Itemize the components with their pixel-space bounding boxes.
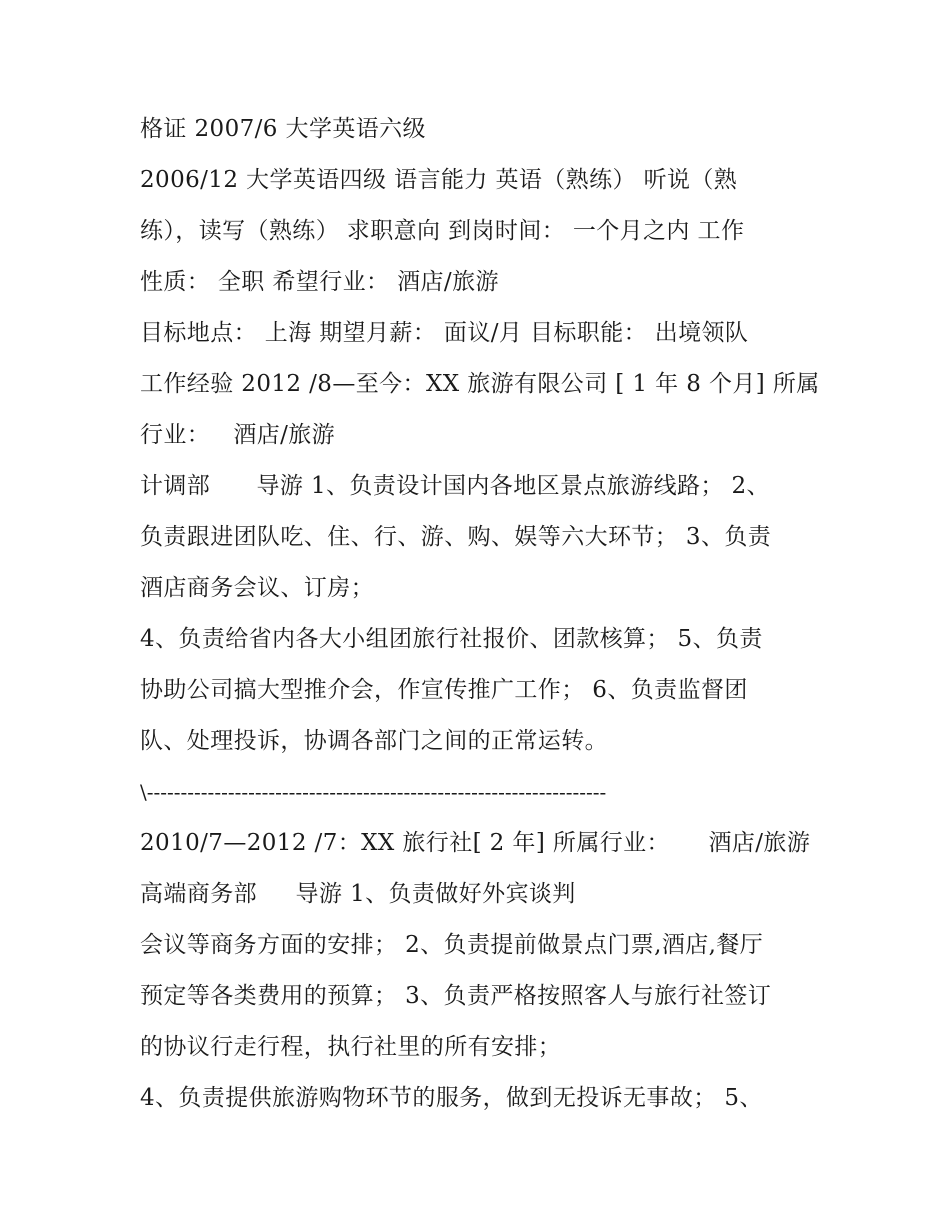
text-line-duty-6: 队、处理投诉，协调各部门之间的正常运转。 (140, 728, 608, 754)
text-line-department-2: 高端商务部 导游 1、负责做好外宾谈判 (140, 881, 576, 907)
text-line-duty-4: 4、负责给省内各大小组团旅行社报价、团款核算； 5、负责 (140, 626, 763, 652)
text-line-work-experience-1: 工作经验 2012 /8—至今：XX 旅游有限公司 [ 1 年 8 个月] 所属 (140, 371, 820, 397)
text-line-language: 2006/12 大学英语四级 语言能力 英语（熟练） 听说（熟 (140, 167, 738, 193)
text-line-duty-9: 的协议行走行程，执行社里的所有安排； (140, 1034, 562, 1060)
text-line-duty-8: 预定等各类费用的预算； 3、负责严格按照客人与旅行社签订 (140, 983, 772, 1009)
text-line-duty-1: 计调部 导游 1、负责设计国内各地区景点旅游线路； 2、 (140, 473, 770, 499)
text-line-work-experience-2: 2010/7—2012 /7：XX 旅行社[ 2 年] 所属行业： 酒店/旅游 (140, 830, 811, 856)
divider-line: \-------------------------------------------------------------------- (140, 780, 607, 804)
document-body (140, 104, 820, 1124)
text-line-industry-1: 行业： 酒店/旅游 (140, 422, 336, 448)
text-line-target-location: 目标地点： 上海 期望月薪： 面议/月 目标职能： 出境领队 (140, 320, 749, 346)
text-line-job-intention: 练），读写（熟练） 求职意向 到岗时间： 一个月之内 工作 (140, 218, 745, 244)
text-line-duty-10: 4、负责提供旅游购物环节的服务，做到无投诉无事故； 5、 (140, 1085, 763, 1111)
text-line-certificate: 格证 2007/6 大学英语六级 (140, 116, 426, 142)
text-line-duty-7: 会议等商务方面的安排； 2、负责提前做景点门票,酒店,餐厅 (140, 932, 764, 958)
text-line-job-nature: 性质： 全职 希望行业： 酒店/旅游 (140, 269, 499, 295)
text-line-duty-2: 负责跟进团队吃、住、行、游、购、娱等六大环节； 3、负责 (140, 524, 772, 550)
text-line-duty-3: 酒店商务会议、订房； (140, 575, 374, 601)
text-line-duty-5: 协助公司搞大型推介会，作宣传推广工作； 6、负责监督团 (140, 677, 748, 703)
